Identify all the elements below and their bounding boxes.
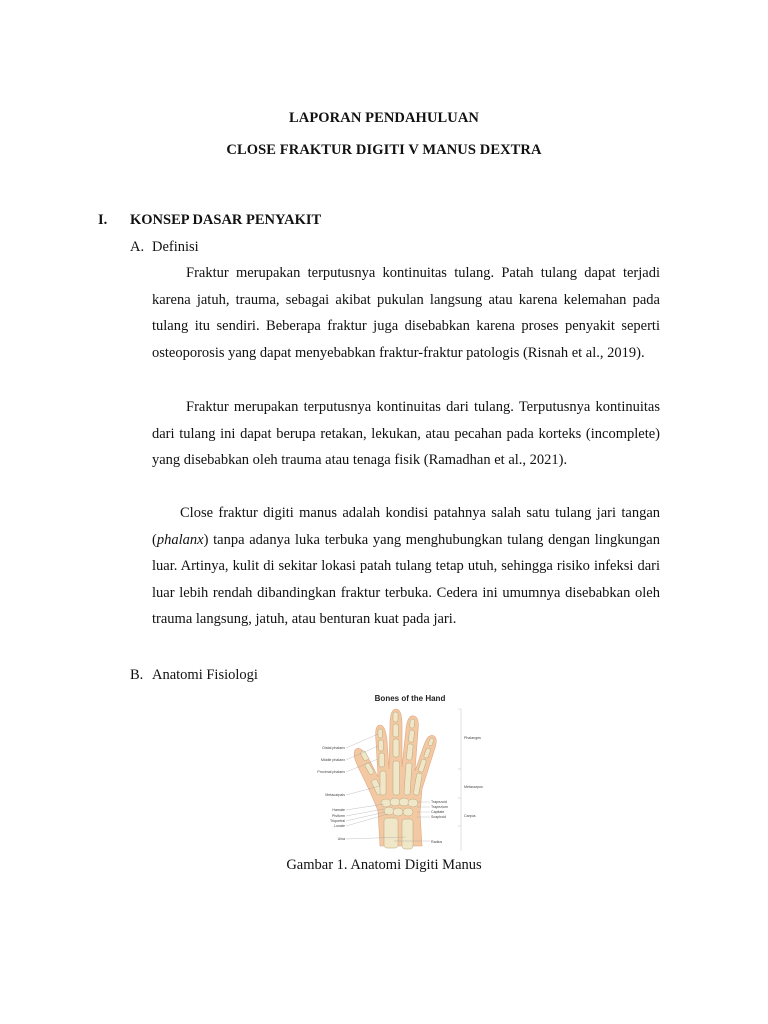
definition-paragraph-3 [152,500,660,633]
label-metacarpus: Metacarpus [464,785,483,789]
label-carpus: Carpus [464,814,476,818]
label-ulna: Ulna [337,837,345,841]
figure-caption: Gambar 1. Anatomi Digiti Manus [286,857,482,873]
section-number: I. [98,212,108,228]
label-radius: Radius [431,840,443,844]
phalanx-term: phalanx [156,531,204,548]
paragraph-3-text-end: ) tanpa adanya luka terbuka yang menghubungkan tulang dengan lingkungan luar. Artinya, kulit di sekitar lokasi patah tulang tetap utuh, sehingga risiko infeksi dari luar lebih rendah dibandingkan fraktur terbuka. Cedera ini umumnya disebabkan oleh trauma langsung, jatuh, atau benturan kuat pada jari. [152,531,660,627]
paragraph-3-text-start: Close fraktur digiti manus adalah kondisi patahnya salah satu tulang jari tangan ( [152,505,660,548]
hand-bones-illustration [317,691,490,851]
section-heading: KONSEP DASAR PENYAKIT [130,212,322,228]
document-title: LAPORAN PENDAHULUAN [289,110,479,126]
definition-paragraph-2: Fraktur merupakan terputusnya kontinuitas dari tulang. Terputusnya kontinuitas dari tulang ini dapat berupa retakan, lekukan, atau pecahan pada korteks (incomplete) yang disebabkan oleh trauma atau tenaga fisik (Ramadhan et al., 2021). [152,399,660,468]
label-lunate: Lunate [334,824,345,828]
definition-paragraph-1: Fraktur merupakan terputusnya kontinuitas tulang. Patah tulang dapat terjadi karena jatuh, trauma, sebagai akibat pukulan langsung atau karena kelemahan pada tulang itu sendiri. Beberapa fraktur juga disebabkan karena proses penyakit seperti osteoporosis yang dapat menyebabkan fraktur-fraktur patologis (Risnah et al., 2019). [152,265,660,361]
label-pisiform: Pisiform [332,814,345,818]
label-middle-phalanx: Middle phalanx [320,758,345,762]
figure-image-title: Bones of the Hand [374,694,446,703]
label-distal-phalanx: Distal phalanx [322,746,345,750]
label-scaphoid: Scaphoid [431,815,446,819]
label-hamate: Hamate [332,808,345,812]
label-capitate: Capitate [431,810,445,814]
label-triquetral: Triquetral [329,819,345,823]
subsection-b-heading: Anatomi Fisiologi [152,667,258,683]
subsection-b-letter: B. [130,667,144,683]
label-trapezoid: Trapezoid [431,800,447,804]
subsection-a-heading: Definisi [152,239,199,255]
document-subtitle: CLOSE FRAKTUR DIGITI V MANUS DEXTRA [226,142,542,158]
label-proximal-phalanx: Proximal phalanx [317,770,345,774]
label-trapezium: Trapezium [431,805,448,809]
subsection-a-letter: A. [130,239,145,255]
label-metacarpals: Metacarpals [325,793,345,797]
label-phalanges: Phalanges [464,736,481,740]
